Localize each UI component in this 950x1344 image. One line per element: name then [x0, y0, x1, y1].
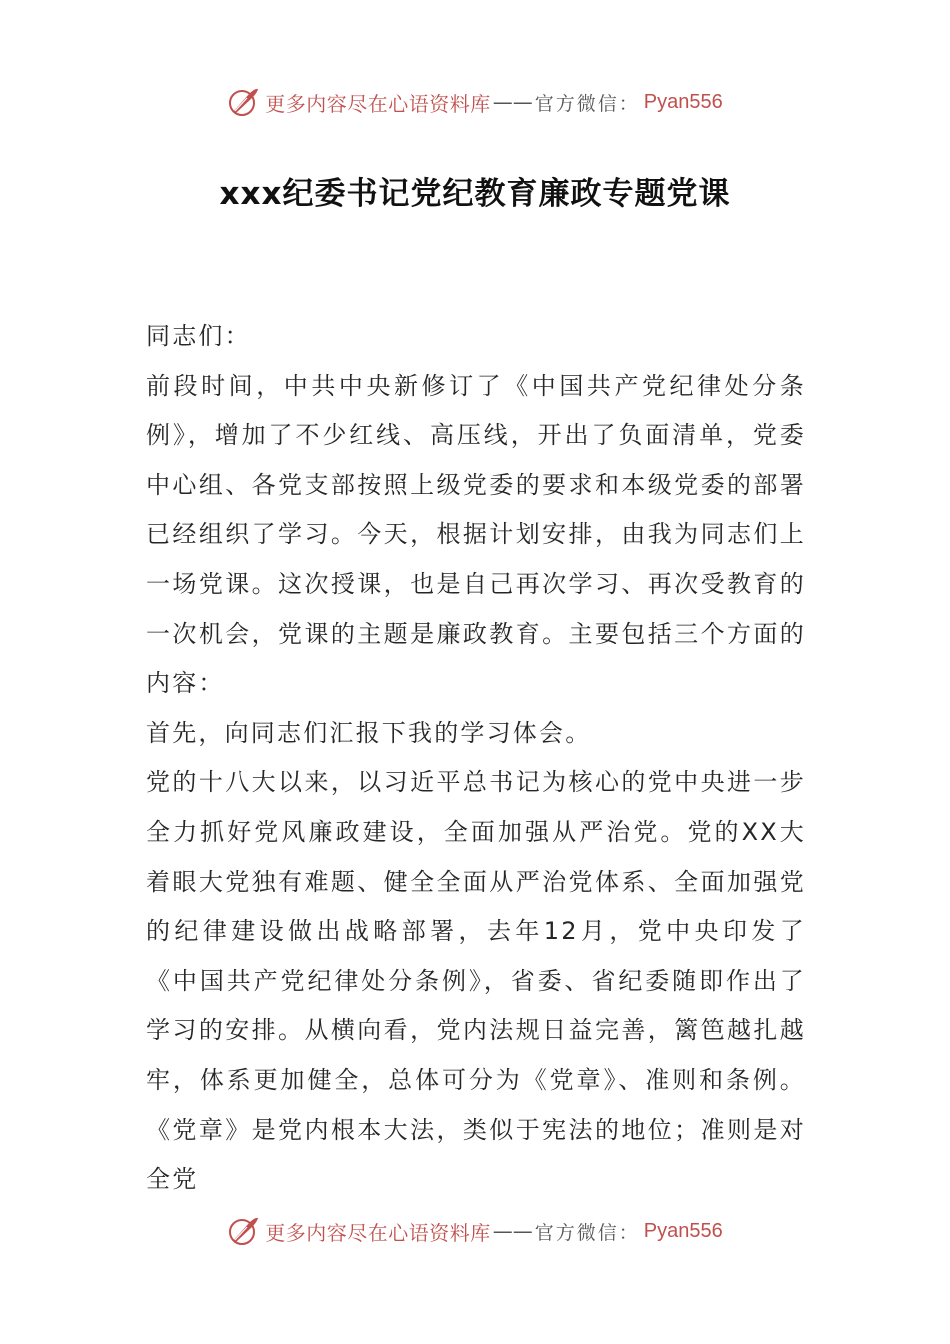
wechat-id: Pyan556 [643, 1219, 723, 1242]
paragraph: 首先，向同志们汇报下我的学习体会。 [146, 718, 592, 747]
promo-text: 更多内容尽在心语资料库 [265, 1220, 491, 1245]
wechat-label: 官方微信： [534, 1221, 640, 1244]
quill-pen-logo-icon [227, 85, 261, 119]
paragraph: 党的十八大以来，以习近平总书记为核心的党中央进一步全力抓好党风廉政建设，全面加强从严治党。党的XX大着眼大党独有难题、健全全面从严治党体系、全面加强党的纪律建设做出战略部署，去年12月，党中央印发了《中国共产党纪律处分条例》，省委、省纪委随即作出了学习的安排。从横向看，党内法规日益完善，篱笆越扎越牢，体系更加健全，总体可分为《党章》、准则和条例。《党章》是党内根本大法，类似于宪法的地位；准则是对全党 [146, 768, 806, 1194]
separator: —— [492, 90, 533, 114]
salutation: 同志们： [146, 322, 251, 350]
document-body [146, 312, 806, 1205]
paragraph: 前段时间，中共中央新修订了《中国共产党纪律处分条例》，增加了不少红线、高压线，开出了负面清单，党委中心组、各党支部按照上级党委的要求和本级党委的部署已经组织了学习。今天，根据计划安排，由我为同志们上一场党课。这次授课，也是自己再次学习、再次受教育的一次机会，党课的主题是廉政教育。主要包括三个方面的内容： [146, 371, 806, 698]
wechat-id: Pyan556 [643, 90, 723, 113]
page-title: xxx纪委书记党纪教育廉政专题党课 [219, 176, 731, 212]
separator: —— [492, 1219, 533, 1243]
wechat-label: 官方微信： [534, 92, 640, 115]
promo-text: 更多内容尽在心语资料库 [265, 91, 491, 116]
footer-banner [0, 1211, 950, 1251]
header-banner [0, 82, 950, 122]
quill-pen-logo-icon [227, 1214, 261, 1248]
